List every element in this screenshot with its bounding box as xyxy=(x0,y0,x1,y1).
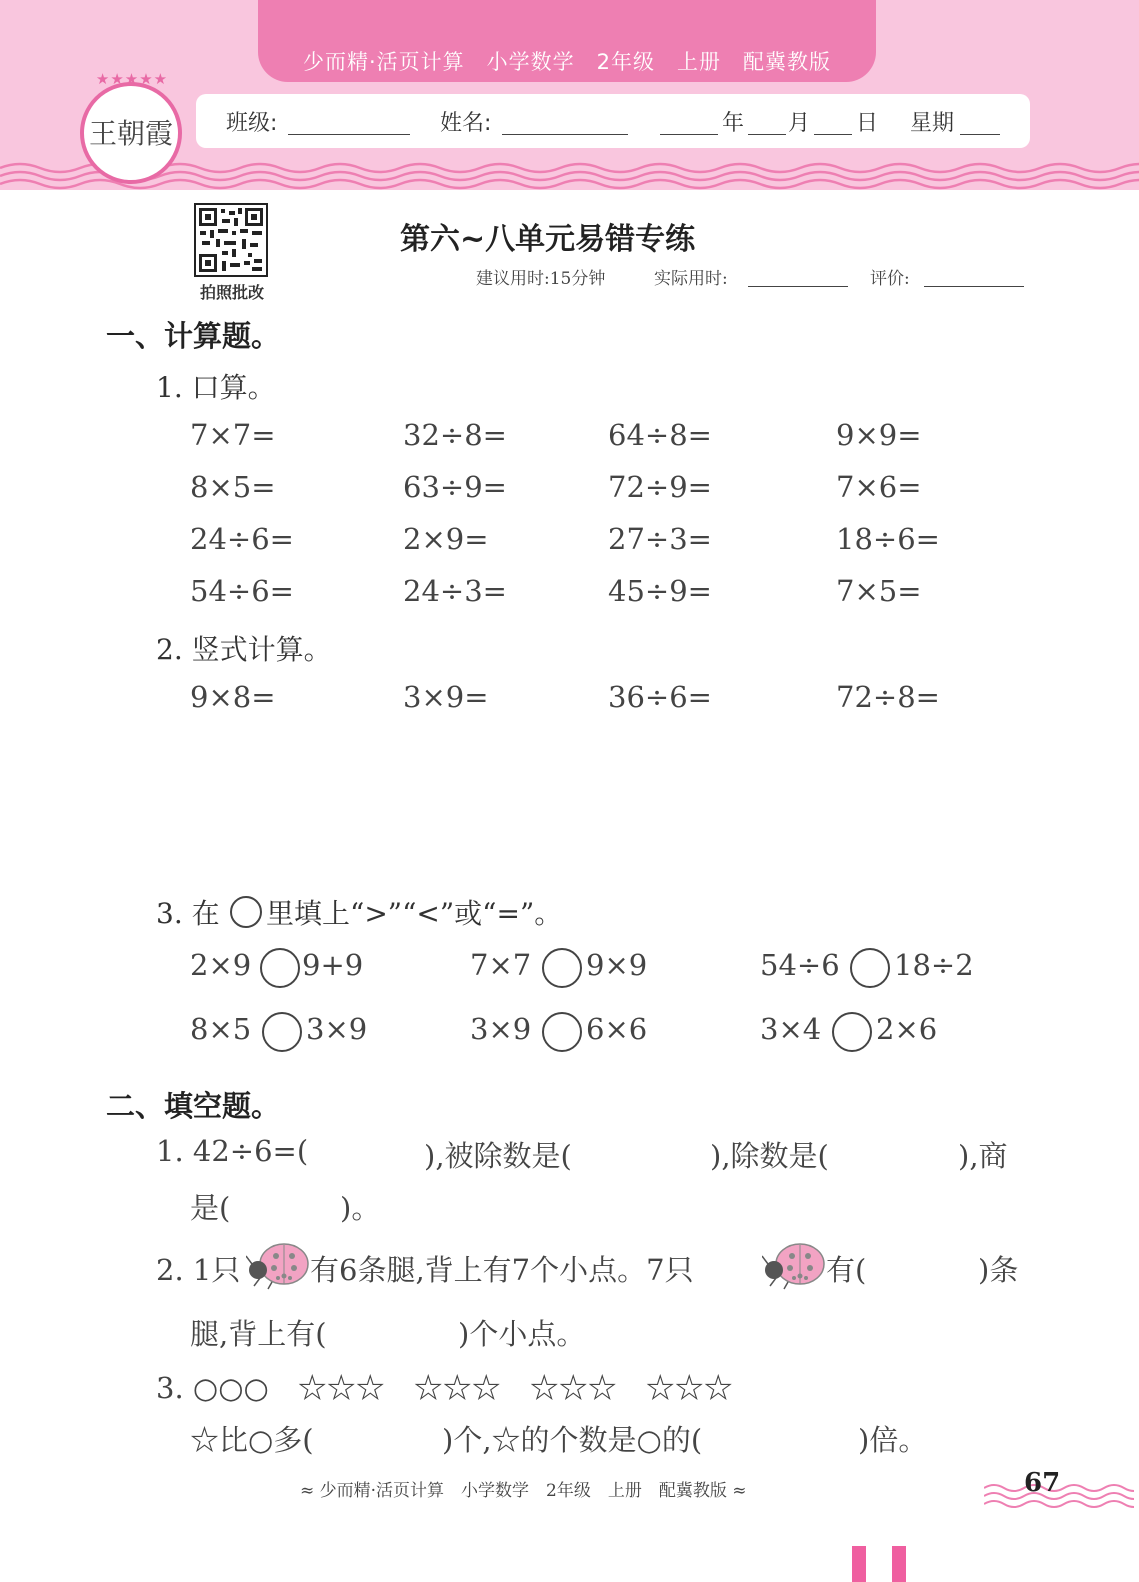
vertical-calc-item: 36÷6= xyxy=(608,680,712,714)
mental-math-item: 54÷6= xyxy=(190,574,294,608)
qr-caption: 拍照批改 xyxy=(199,283,264,302)
year-field[interactable] xyxy=(660,110,718,135)
mental-math-item: 8×5= xyxy=(190,470,276,504)
mental-math-item: 7×6= xyxy=(836,470,922,504)
compare-circle[interactable] xyxy=(262,1012,302,1052)
mental-math-item: 2×9= xyxy=(403,522,489,556)
compare-left: 54÷6 xyxy=(760,948,840,982)
q2-title: 2. 竖式计算。 xyxy=(156,633,332,666)
class-field[interactable] xyxy=(288,110,410,135)
year-label: 年 xyxy=(722,111,745,136)
week-label: 星期 xyxy=(910,111,955,136)
compare-circle[interactable] xyxy=(260,948,300,988)
bottom-bar-right xyxy=(892,1546,906,1582)
mental-math-item: 64÷8= xyxy=(608,418,712,452)
compare-circle[interactable] xyxy=(832,1012,872,1052)
fill-q2-part-f: )个小点。 xyxy=(458,1317,586,1351)
fill-q2-part-e: 腿,背上有( xyxy=(190,1317,327,1351)
q3-title-rest: 里填上“>”“<”或“=”。 xyxy=(266,897,563,930)
mental-math-item: 9×9= xyxy=(836,418,922,452)
mental-math-item: 7×7= xyxy=(190,418,276,452)
evaluation-label: 评价: xyxy=(870,269,910,289)
mental-math-item: 63÷9= xyxy=(403,470,507,504)
qr-code-icon[interactable] xyxy=(194,203,268,277)
fill-q1-part-f: )。 xyxy=(340,1191,381,1225)
q3-title: 3. 在 xyxy=(156,897,220,930)
compare-circle[interactable] xyxy=(542,1012,582,1052)
mental-math-item: 27÷3= xyxy=(608,522,712,556)
evaluation-field[interactable] xyxy=(924,286,1024,287)
mental-math-item: 24÷6= xyxy=(190,522,294,556)
compare-right: 2×6 xyxy=(876,1012,938,1046)
fill-q2-part-a: 2. 1只 xyxy=(156,1253,241,1287)
logo-stars-icon: ★★★★★ xyxy=(95,70,169,88)
actual-time-label: 实际用时: xyxy=(654,269,728,289)
page-number: 67 xyxy=(1024,1468,1061,1498)
bottom-bar-left xyxy=(852,1546,866,1582)
vertical-calc-item: 3×9= xyxy=(403,680,489,714)
fill-q1-part-d: ),商 xyxy=(958,1139,1008,1173)
fill-q3-part-a: ☆比○多( xyxy=(190,1423,314,1457)
month-label: 月 xyxy=(788,111,811,136)
compare-left: 3×9 xyxy=(470,1012,532,1046)
q1-title: 1. 口算。 xyxy=(156,371,276,404)
suggested-time: 建议用时:15分钟 xyxy=(476,269,606,289)
vertical-calc-item: 9×8= xyxy=(190,680,276,714)
fill-q1-part-a: 1. 42÷6=( xyxy=(156,1134,309,1168)
mental-math-item: 45÷9= xyxy=(608,574,712,608)
mental-math-item: 72÷9= xyxy=(608,470,712,504)
name-field[interactable] xyxy=(502,110,628,135)
month-field[interactable] xyxy=(748,110,786,135)
logo-text: 王朝霞 xyxy=(88,117,173,150)
fill-q3-shapes: 3. ○○○ ☆☆☆ ☆☆☆ ☆☆☆ ☆☆☆ xyxy=(156,1371,733,1405)
fill-q2-part-c: 有( xyxy=(826,1253,867,1287)
mental-math-item: 32÷8= xyxy=(403,418,507,452)
compare-circle[interactable] xyxy=(850,948,890,988)
mental-math-item: 24÷3= xyxy=(403,574,507,608)
compare-circle[interactable] xyxy=(542,948,582,988)
ladybug-icon xyxy=(762,1240,826,1290)
fill-q1-part-b: ),被除数是( xyxy=(424,1139,572,1173)
section1-title: 一、计算题。 xyxy=(106,319,281,353)
fill-q1-part-c: ),除数是( xyxy=(710,1139,829,1173)
compare-left: 8×5 xyxy=(190,1012,252,1046)
page-title: 第六~八单元易错专练 xyxy=(400,222,696,257)
compare-right: 9+9 xyxy=(302,948,364,982)
actual-time-field[interactable] xyxy=(748,286,848,287)
header-title: 少而精·活页计算 小学数学 2年级 上册 配冀教版 xyxy=(302,50,832,74)
compare-right: 18÷2 xyxy=(894,948,974,982)
name-label: 姓名: xyxy=(440,111,492,136)
fill-q3-part-b: )个,☆的个数是○的( xyxy=(442,1423,703,1457)
footer-text: ≈ 少而精·活页计算 小学数学 2年级 上册 配冀教版 ≈ xyxy=(300,1481,747,1501)
compare-right: 6×6 xyxy=(586,1012,648,1046)
day-label: 日 xyxy=(856,111,879,136)
compare-left: 7×7 xyxy=(470,948,532,982)
mental-math-item: 18÷6= xyxy=(836,522,940,556)
ladybug-icon xyxy=(246,1240,310,1290)
fill-q1-part-e: 是( xyxy=(190,1191,231,1225)
class-label: 班级: xyxy=(226,111,278,136)
circle-icon xyxy=(230,896,262,928)
fill-q2-part-b: 有6条腿,背上有7个小点。7只 xyxy=(310,1253,694,1287)
compare-right: 3×9 xyxy=(306,1012,368,1046)
compare-right: 9×9 xyxy=(586,948,648,982)
week-field[interactable] xyxy=(960,110,1000,135)
fill-q2-part-d: )条 xyxy=(978,1253,1019,1287)
compare-left: 2×9 xyxy=(190,948,252,982)
fill-q3-part-c: )倍。 xyxy=(858,1423,928,1457)
section2-title: 二、填空题。 xyxy=(106,1089,281,1123)
mental-math-item: 7×5= xyxy=(836,574,922,608)
vertical-calc-item: 72÷8= xyxy=(836,680,940,714)
day-field[interactable] xyxy=(814,110,852,135)
compare-left: 3×4 xyxy=(760,1012,822,1046)
